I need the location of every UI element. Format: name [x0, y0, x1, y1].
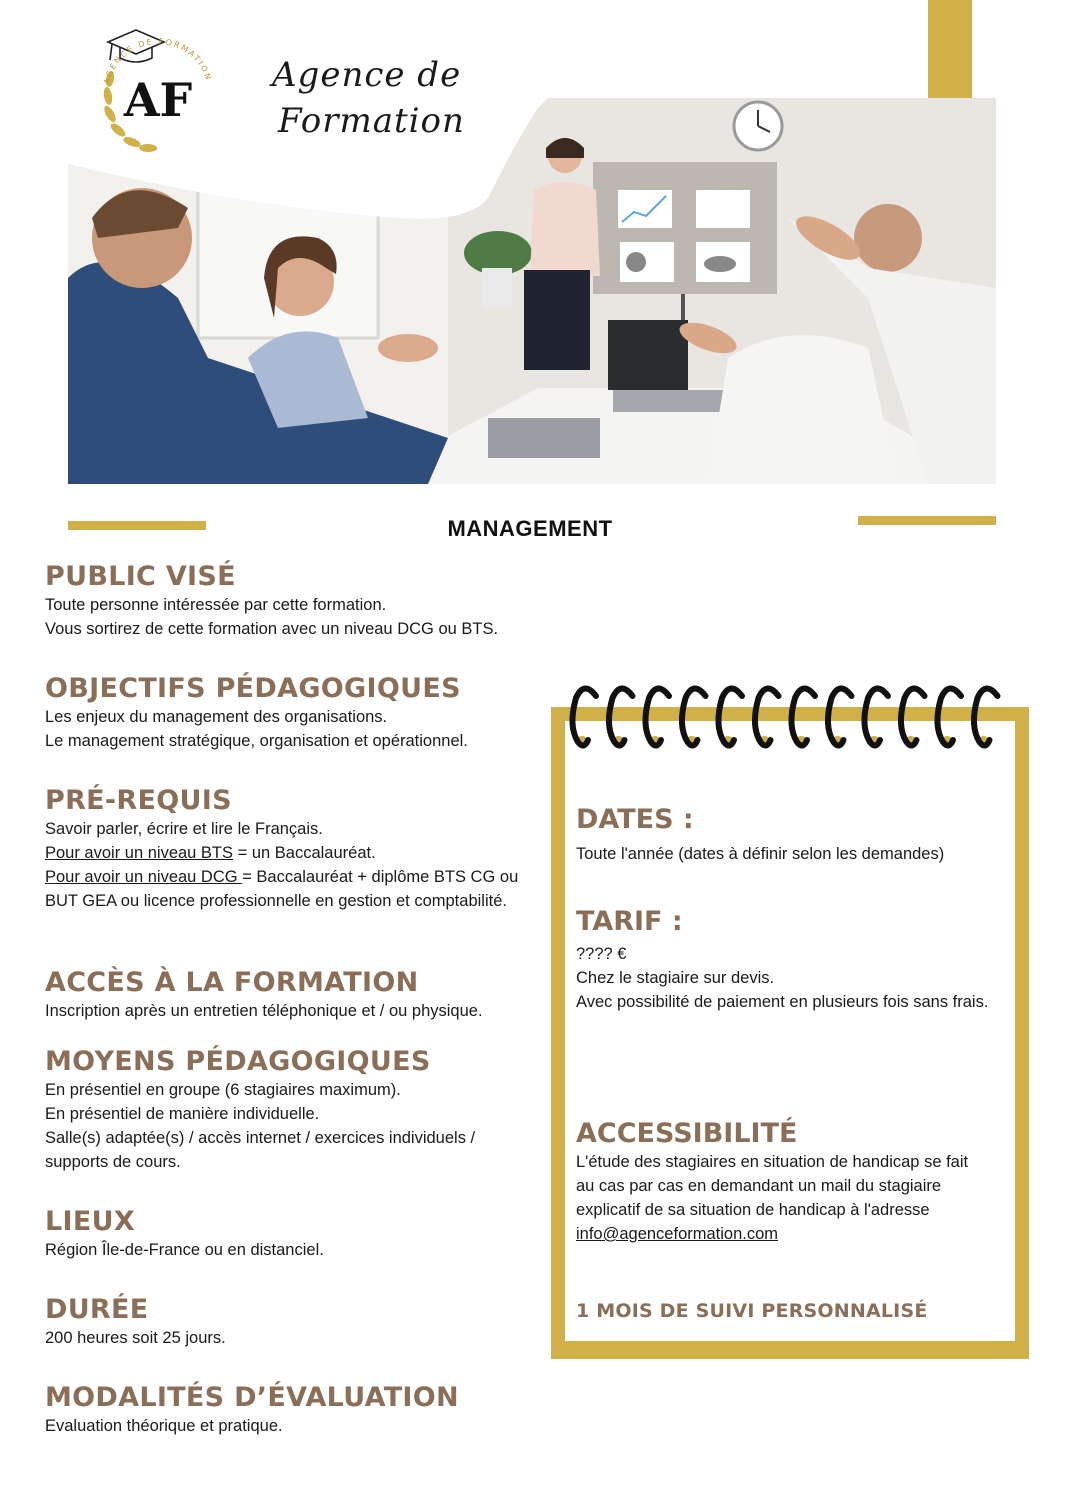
title-rule-right: [858, 516, 996, 525]
brand-name-line2: Formation: [278, 101, 465, 141]
followup-banner: 1 MOIS DE SUIVI PERSONNALISÉ: [576, 1300, 928, 1322]
section-line: [45, 841, 545, 865]
section-modalites: [45, 1382, 545, 1438]
bts-level-text: = un Baccalauréat.: [233, 844, 376, 862]
section-prerequis: [45, 785, 545, 913]
section-line: Salle(s) adaptée(s) / accès internet / exercices individuels / supports de cours.: [45, 1129, 476, 1171]
section-heading: ACCESSIBILITÉ: [576, 1118, 798, 1149]
section-heading: LIEUX: [45, 1206, 135, 1237]
section-line: Savoir parler, écrire et lire le Français.: [45, 820, 323, 838]
section-line: En présentiel en groupe (6 stagiaires maximum).: [45, 1081, 401, 1099]
section-objectifs: [45, 673, 545, 753]
section-tarif: [576, 906, 996, 1014]
contact-email-link[interactable]: info@agenceformation.com: [576, 1225, 779, 1243]
section-heading: DATES :: [576, 804, 694, 835]
section-line: Inscription après un entretien téléphonique et / ou physique.: [45, 1002, 483, 1020]
section-heading: OBJECTIFS PÉDAGOGIQUES: [45, 673, 461, 704]
section-acces: [45, 967, 545, 1023]
section-heading: DURÉE: [45, 1294, 149, 1325]
section-line: Evaluation théorique et pratique.: [45, 1417, 283, 1435]
section-line: [45, 865, 540, 913]
dcg-level-text: = Baccalauréat + diplôme BTS CG ou BUT GEA ou licence professionnelle en gestion et comptabilité.: [45, 868, 519, 910]
section-heading: TARIF :: [576, 906, 683, 937]
brand-name-line1: Agence de: [272, 55, 462, 95]
section-line: Vous sortirez de cette formation avec un niveau DCG ou BTS.: [45, 620, 499, 638]
section-line: Chez le stagiaire sur devis.: [576, 969, 775, 987]
section-line: Région Île-de-France ou en distanciel.: [45, 1241, 324, 1259]
section-line: Les enjeux du management des organisations.: [45, 708, 388, 726]
section-heading: MODALITÉS D’ÉVALUATION: [45, 1382, 459, 1413]
section-heading: PUBLIC VISÉ: [45, 561, 236, 592]
section-line: Toute personne intéressée par cette formation.: [45, 596, 387, 614]
section-accessibilite: [576, 1118, 996, 1246]
section-line: Toute l'année (dates à définir selon les demandes): [576, 845, 945, 863]
section-lieux: [45, 1206, 545, 1262]
section-heading: MOYENS PÉDAGOGIQUES: [45, 1046, 431, 1077]
section-heading: ACCÈS À LA FORMATION: [45, 967, 419, 998]
dcg-level-link: Pour avoir un niveau DCG: [45, 868, 243, 886]
logo-ring-text: AGENCE DE FORMATION: [101, 36, 214, 86]
section-line: En présentiel de manière individuelle.: [45, 1105, 320, 1123]
section-line: Avec possibilité de paiement en plusieurs fois sans frais.: [576, 993, 989, 1011]
section-duree: [45, 1294, 545, 1350]
bts-level-link: Pour avoir un niveau BTS: [45, 844, 234, 862]
section-line: [576, 1150, 991, 1246]
title-rule-left: [68, 521, 206, 530]
price-value: ???? €: [576, 945, 627, 963]
section-heading: PRÉ-REQUIS: [45, 785, 232, 816]
section-dates: [576, 804, 996, 866]
hero-photo: [68, 98, 996, 484]
section-public: [45, 561, 545, 641]
document-title: MANAGEMENT: [447, 516, 613, 541]
section-line: Le management stratégique, organisation et opérationnel.: [45, 732, 468, 750]
section-moyens: [45, 1046, 545, 1174]
accessibility-text: L'étude des stagiaires en situation de handicap se fait au cas par cas en demandant un mail du stagiaire explicatif de sa situation de handicap à l'adresse: [576, 1153, 969, 1219]
logo-initials: AF: [123, 73, 193, 127]
section-line: 200 heures soit 25 jours.: [45, 1329, 226, 1347]
spiral-binding-icon: [560, 676, 1010, 760]
